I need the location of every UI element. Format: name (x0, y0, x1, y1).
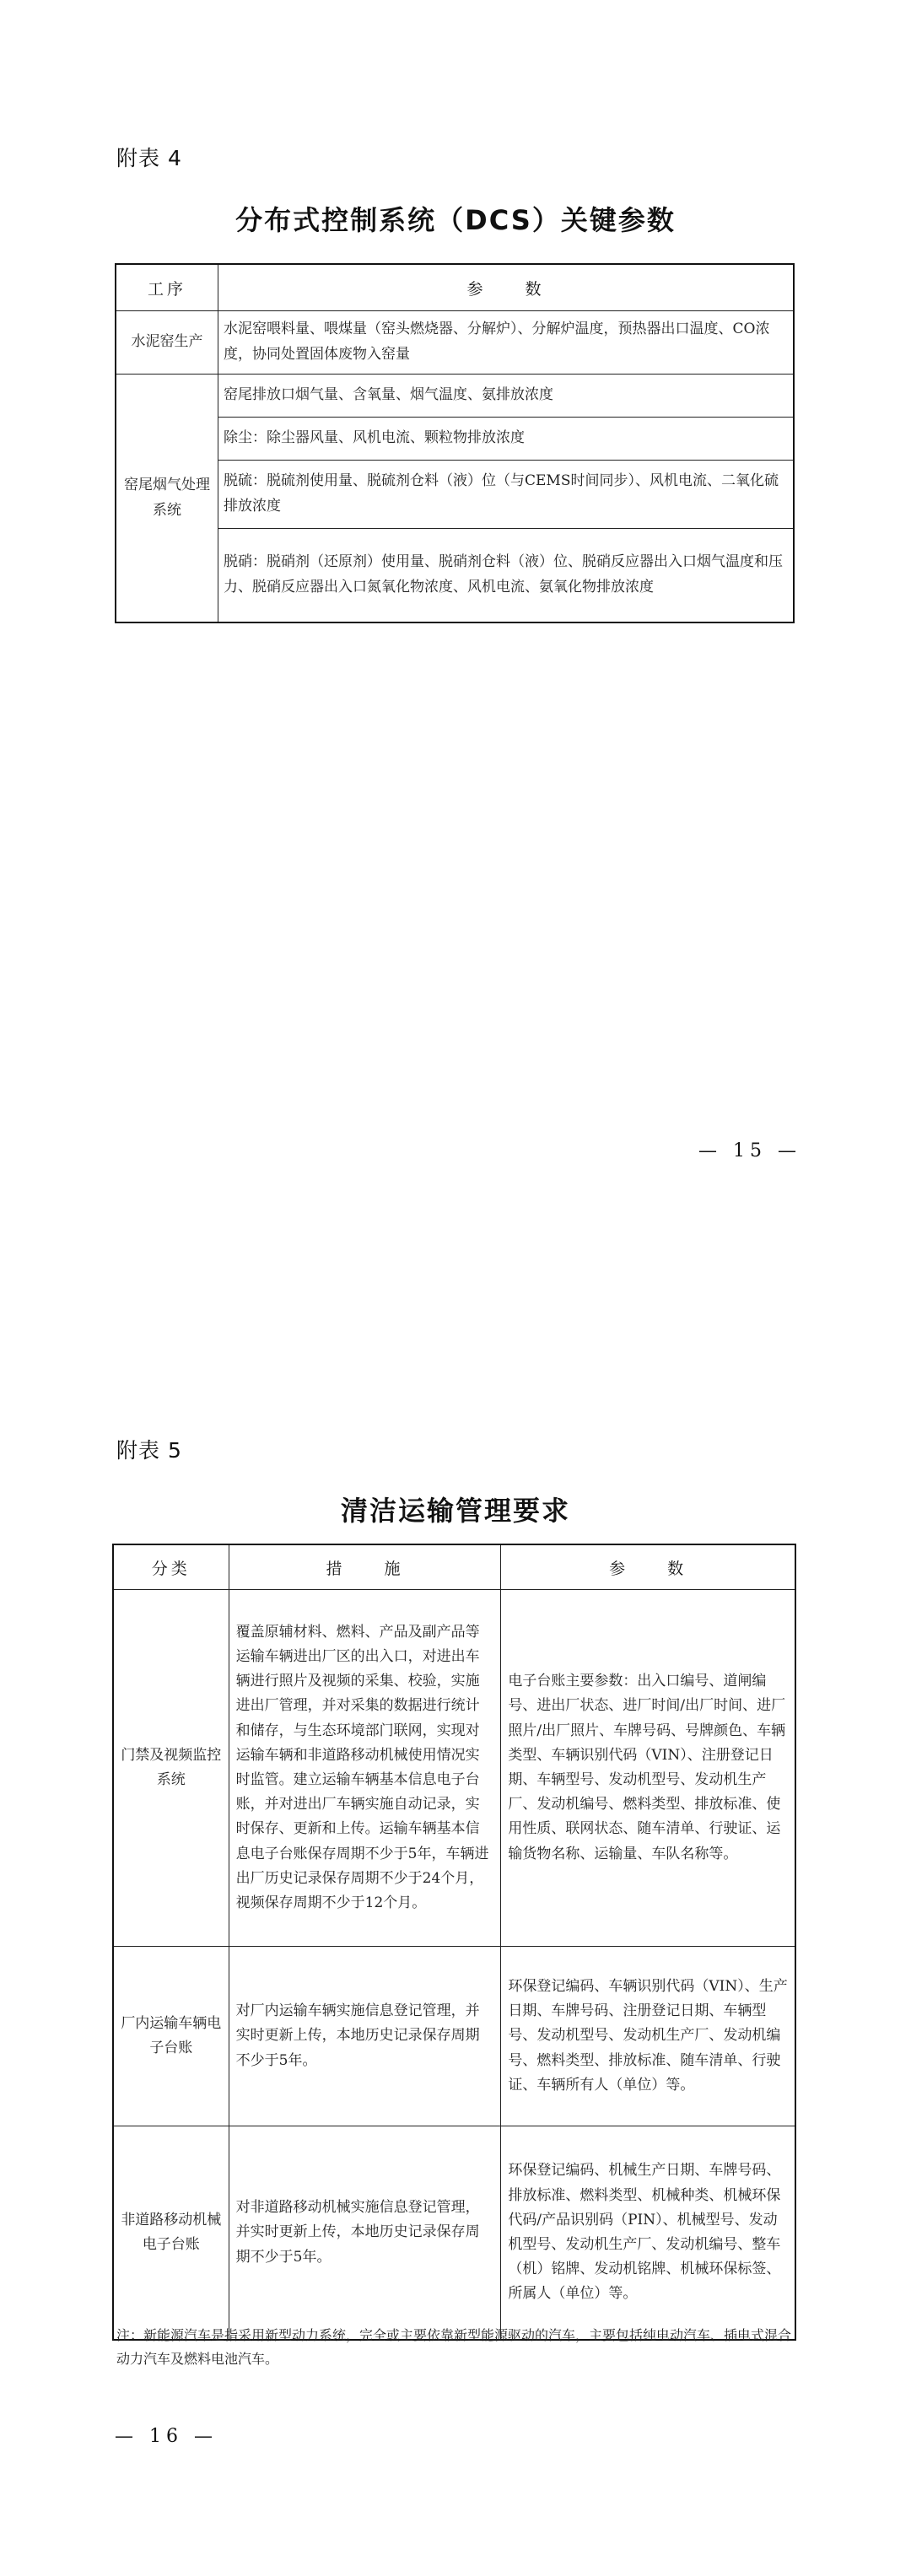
header-process: 工序 (116, 264, 218, 311)
appendix-label: 附表 4 (116, 146, 182, 170)
process-cell: 窑尾烟气处理系统 (116, 375, 218, 623)
category-cell: 非道路移动机械电子台账 (113, 2126, 229, 2341)
table-row (116, 311, 794, 375)
measures-cell: 对非道路移动机械实施信息登记管理，并实时更新上传，本地历史记录保存周期不少于5年。 (229, 2126, 501, 2341)
header-category: 分类 (113, 1544, 229, 1590)
table-title: 分布式控制系统（DCS）关键参数 (235, 204, 676, 236)
measures-cell: 覆盖原辅材料、燃料、产品及副产品等运输车辆进出厂区的出入口，对进出车辆进行照片及视频的采集、校验，实施进出厂管理，并对采集的数据进行统计和储存，与生态环境部门联网，实现对运输车辆和非道路移动机械使用情况实时监管。建立运输车辆基本信息电子台账，并对进出厂车辆实施自动记录，实时保存、更新和上传。运输车辆基本信息电子台账保存周期不少于5年，车辆进出厂历史记录保存周期不少于24个月，视频保存周期不少于12个月。 (229, 1590, 501, 1947)
page-number: — 16 — (115, 2426, 218, 2447)
page-16 (0, 1291, 911, 2576)
table-note: 注：新能源汽车是指采用新型动力系统，完全或主要依靠新型能源驱动的汽车，主要包括纯电动汽车、插电式混合动力汽车及燃料电池汽车。 (116, 2327, 792, 2367)
table-row (116, 375, 794, 418)
appendix-label: 附表 5 (116, 1438, 182, 1463)
params-cell: 环保登记编码、车辆识别代码（VIN）、生产日期、车牌号码、注册登记日期、车辆型号、发动机型号、发动机生产厂、发动机编号、燃料类型、排放标准、随车清单、行驶证、车辆所有人（单位）等。 (501, 1947, 795, 2126)
header-measures: 措 施 (229, 1544, 501, 1590)
clean-transport-table (112, 1544, 796, 2341)
params-cell: 电子台账主要参数：出入口编号、道闸编号、进出厂状态、进厂时间/出厂时间、进厂照片/出厂照片、车牌号码、号牌颜色、车辆类型、车辆识别代码（VIN）、注册登记日期、车辆型号、发动机型号、发动机生产厂、发动机编号、燃料类型、排放标准、使用性质、联网状态、随车清单、行驶证、运输货物名称、运输量、车队名称等。 (501, 1590, 795, 1947)
params-cell: 脱硫：脱硫剂使用量、脱硫剂仓料（液）位（与CEMS时间同步）、风机电流、二氧化硫排放浓度 (218, 461, 795, 529)
params-cell: 窑尾排放口烟气量、含氧量、烟气温度、氨排放浓度 (218, 375, 795, 418)
table-row (116, 529, 794, 623)
table-row (116, 461, 794, 529)
category-cell: 门禁及视频监控系统 (113, 1590, 229, 1947)
page-number: — 15 — (698, 1140, 801, 1161)
table-row (113, 1590, 795, 1947)
header-params: 参 数 (501, 1544, 795, 1590)
table-header-row (116, 264, 794, 311)
params-cell: 脱硝：脱硝剂（还原剂）使用量、脱硝剂仓料（液）位、脱硝反应器出入口烟气温度和压力、脱硝反应器出入口氮氧化物浓度、风机电流、氨氧化物排放浓度 (218, 529, 795, 623)
params-cell: 水泥窑喂料量、喂煤量（窑头燃烧器、分解炉）、分解炉温度，预热器出口温度、CO浓度，协同处置固体废物入窑量 (218, 311, 795, 375)
table-row (113, 1947, 795, 2126)
params-cell: 除尘：除尘器风量、风机电流、颗粒物排放浓度 (218, 418, 795, 461)
table-title: 清洁运输管理要求 (340, 1495, 570, 1527)
measures-cell: 对厂内运输车辆实施信息登记管理，并实时更新上传，本地历史记录保存周期不少于5年。 (229, 1947, 501, 2126)
dcs-params-table (115, 263, 795, 623)
process-cell: 水泥窑生产 (116, 311, 218, 375)
table-row (116, 418, 794, 461)
table-row (113, 2126, 795, 2341)
category-cell: 厂内运输车辆电子台账 (113, 1947, 229, 2126)
header-params: 参 数 (218, 264, 795, 311)
params-cell: 环保登记编码、机械生产日期、车牌号码、排放标准、燃料类型、机械种类、机械环保代码/产品识别码（PIN）、机械型号、发动机型号、发动机生产厂、发动机编号、整车（机）铭牌、发动机铭牌、机械环保标签、所属人（单位）等。 (501, 2126, 795, 2341)
table-header-row (113, 1544, 795, 1590)
